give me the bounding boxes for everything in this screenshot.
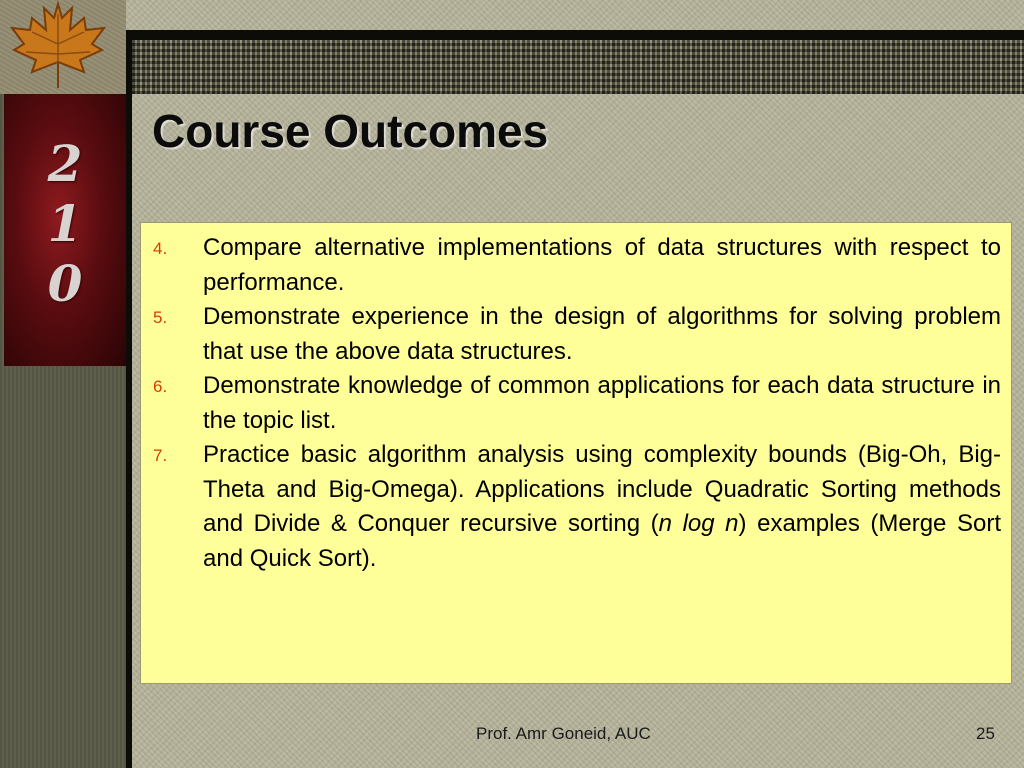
item-number: 4. (153, 239, 168, 258)
item-text-after: ) examples (Merge Sort and Quick Sort). (203, 510, 1002, 572)
list-item (141, 300, 1011, 369)
item-number: 7. (153, 446, 168, 465)
top-divider (126, 30, 1024, 40)
item-text-italic: n log n (658, 510, 739, 537)
list-item (141, 369, 1011, 438)
list-item (141, 438, 1011, 576)
item-number: 6. (153, 377, 168, 396)
item-text (203, 441, 1001, 572)
item-text: Compare alternative implementations of data structures with respect to performance. (203, 234, 1001, 296)
vertical-divider (126, 30, 132, 768)
course-number-image (4, 94, 126, 366)
badge-digit: 1 (47, 194, 83, 253)
item-text-before: Practice basic algorithm analysis using complexity bounds (Big-Oh, Big-Theta and Big-Omega). Applications include Quadratic Sorting methods and Divide & Conquer recursive sorting ( (203, 441, 1001, 537)
item-number: 5. (153, 308, 168, 327)
maple-leaf-icon (2, 0, 114, 92)
list-item (141, 231, 1011, 300)
page-number: 25 (976, 724, 995, 743)
item-text: Demonstrate knowledge of common applications for each data structure in the topic list. (203, 372, 1001, 434)
content-box (140, 222, 1012, 684)
item-text: Demonstrate experience in the design of algorithms for solving problem that use the above data structures. (203, 303, 1001, 365)
badge-digit: 2 (47, 134, 83, 193)
top-texture-overlay (132, 40, 1024, 94)
slide-title: Course Outcomes (152, 105, 549, 157)
footer-author: Prof. Amr Goneid, AUC (476, 724, 651, 743)
outcomes-list (141, 231, 1011, 576)
badge-digit: 0 (47, 254, 83, 313)
